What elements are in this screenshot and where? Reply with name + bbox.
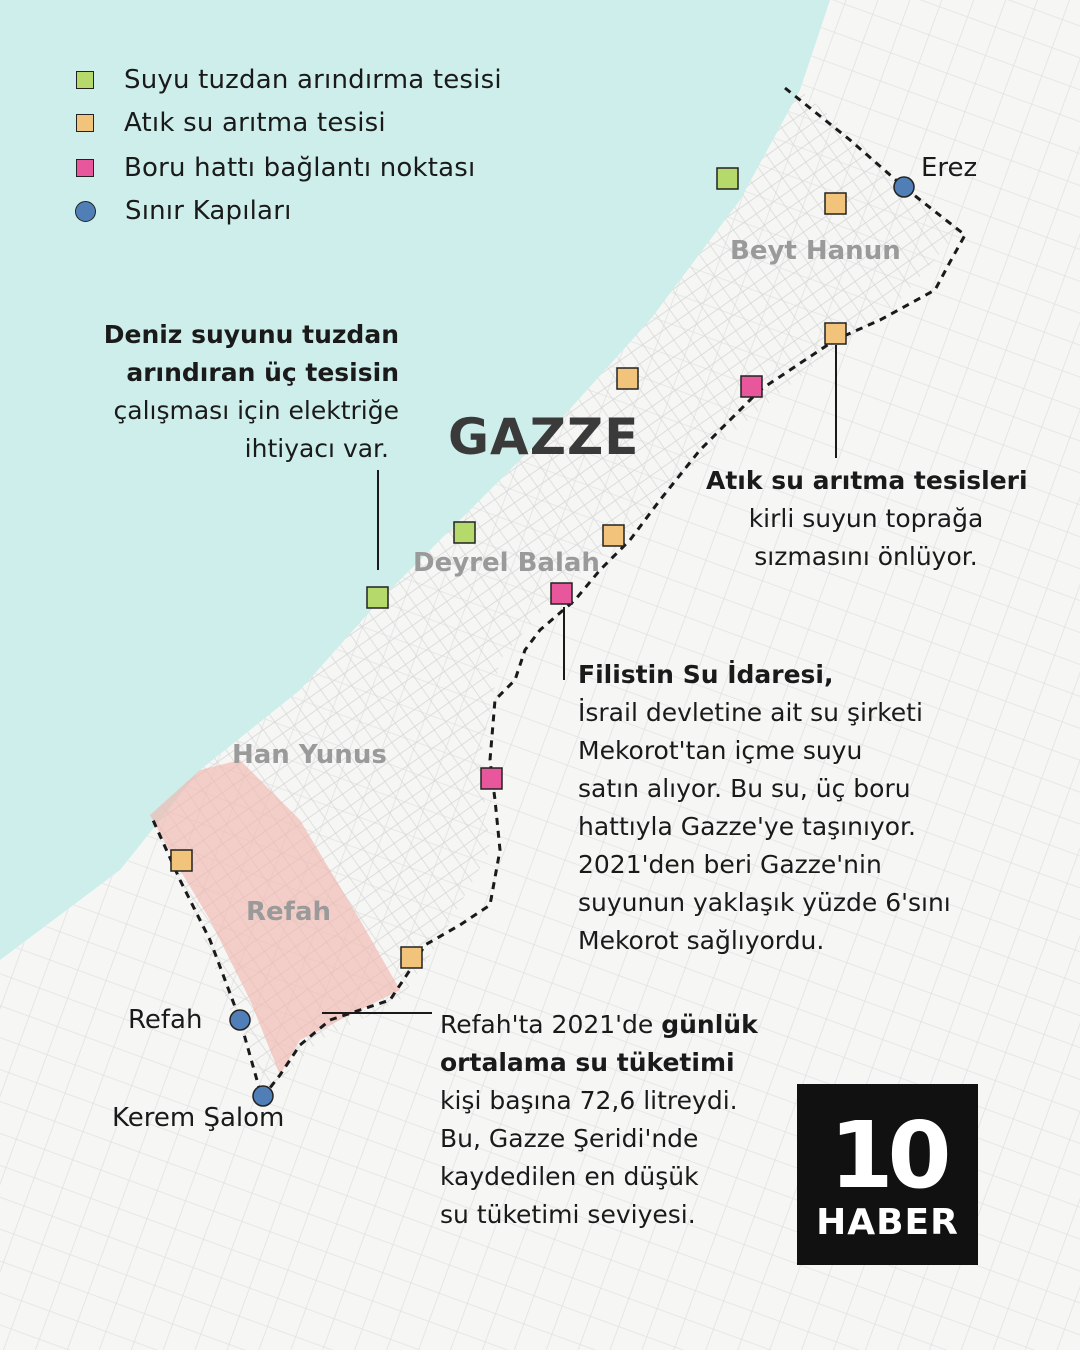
note-line: satın alıyor. Bu su, üç boru	[578, 774, 911, 803]
note-bold-line: Atık su arıtma tesisleri	[706, 466, 1028, 495]
desalination-square-icon	[76, 71, 94, 89]
note-bold-line: Filistin Su İdaresi,	[578, 660, 834, 689]
desalination-marker	[454, 522, 475, 543]
pipeline-marker	[481, 768, 502, 789]
logo-number: 10	[829, 1102, 946, 1209]
note-line: kişi başına 72,6 litreydi.	[440, 1086, 738, 1115]
note-line: İsrail devletine ait su şirketi	[578, 698, 923, 727]
refah-crossing-marker	[230, 1010, 250, 1030]
border-crossing-circle-icon	[75, 201, 96, 222]
note-line: Bu, Gazze Şeridi'nde	[440, 1124, 699, 1153]
legend-label: Atık su arıtma tesisi	[124, 108, 386, 138]
legend-item-border-crossing	[76, 191, 292, 231]
wastewater-note	[706, 462, 1026, 576]
legend-item-desalination	[76, 60, 502, 100]
erez-crossing-marker	[894, 177, 914, 197]
wastewater-square-icon	[76, 114, 94, 132]
crossing-label-refah: Refah	[128, 1005, 203, 1035]
note-line: Mekorot'tan içme suyu	[578, 736, 863, 765]
note-line: Refah'ta 2021'de	[440, 1010, 662, 1039]
desalination-marker	[717, 168, 738, 189]
note-line: hattıyla Gazze'ye taşınıyor.	[578, 812, 916, 841]
wastewater-marker	[603, 525, 624, 546]
10-haber-logo	[797, 1084, 978, 1265]
legend-label: Suyu tuzdan arındırma tesisi	[124, 65, 502, 95]
legend-item-pipeline	[76, 148, 475, 188]
note-line: suyunun yaklaşık yüzde 6'sını	[578, 888, 951, 917]
pipeline-square-icon	[76, 159, 94, 177]
legend-label: Boru hattı bağlantı noktası	[124, 153, 476, 183]
place-label-deyrel-balah: Deyrel Balah	[413, 548, 600, 578]
note-line: sızmasını önlüyor.	[754, 542, 978, 571]
note-line: ihtiyacı var.	[244, 434, 389, 463]
wastewater-marker	[617, 368, 638, 389]
pipeline-marker	[741, 376, 762, 397]
crossing-label-erez: Erez	[921, 153, 978, 183]
note-line: kirli suyun toprağa	[748, 504, 984, 533]
note-bold-line: ortalama su tüketimi	[440, 1048, 735, 1077]
water-authority-note	[578, 656, 951, 960]
note-line: su tüketimi seviyesi.	[440, 1200, 696, 1229]
place-label-beyt-hanun: Beyt Hanun	[730, 236, 901, 266]
map-title: GAZZE	[448, 408, 640, 466]
note-line: 2021'den beri Gazze'nin	[578, 850, 882, 879]
legend-item-wastewater	[76, 103, 386, 143]
logo-text: HABER	[816, 1202, 959, 1243]
note-line: Mekorot sağlıyordu.	[578, 926, 825, 955]
note-bold-line: arındıran üç tesisin	[126, 358, 399, 387]
legend-label: Sınır Kapıları	[125, 196, 292, 226]
note-line: çalışması için elektriğe	[113, 396, 399, 425]
desalination-note	[104, 316, 399, 468]
note-bold-line: Deniz suyunu tuzdan	[103, 320, 399, 349]
place-label-refah: Refah	[246, 897, 332, 927]
wastewater-marker	[171, 850, 192, 871]
pipeline-marker	[551, 583, 572, 604]
note-line: kaydedilen en düşük	[440, 1162, 699, 1191]
rafah-note	[440, 1006, 758, 1234]
desalination-marker	[367, 587, 388, 608]
wastewater-marker	[825, 193, 846, 214]
place-label-han-yunus: Han Yunus	[232, 740, 387, 770]
wastewater-marker	[825, 323, 846, 344]
crossing-label-kerem-salom: Kerem Şalom	[112, 1103, 285, 1133]
wastewater-marker	[401, 947, 422, 968]
note-bold-line: günlük	[661, 1010, 758, 1039]
